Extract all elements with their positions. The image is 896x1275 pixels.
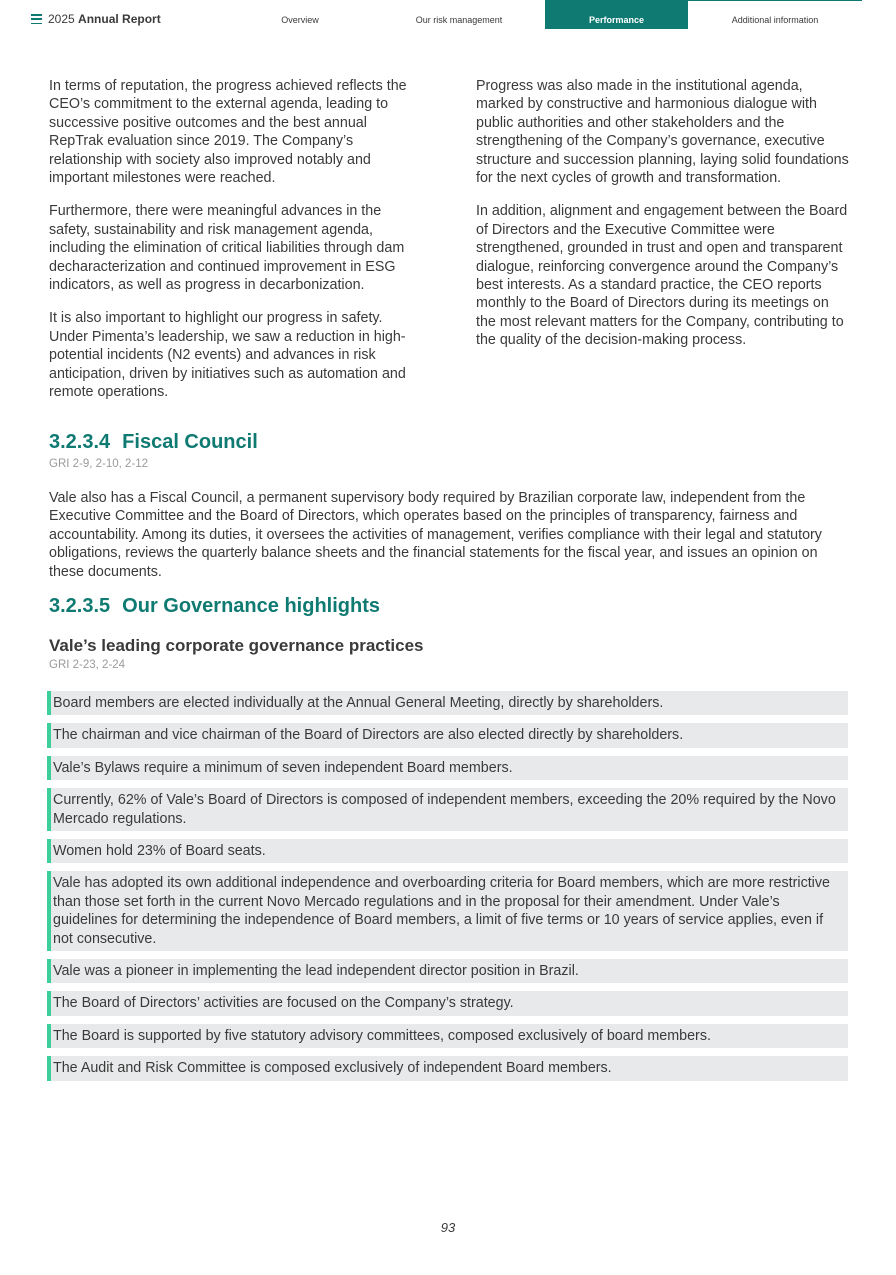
- tab-performance[interactable]: Performance: [545, 0, 688, 29]
- brand[interactable]: [31, 11, 161, 27]
- practice-item: Board members are elected individually at the Annual General Meeting, directly by shareholders.: [47, 691, 848, 715]
- governance-gri: GRI 2-23, 2-24: [49, 659, 126, 671]
- practice-item: Vale was a pioneer in implementing the lead independent director position in Brazil.: [47, 959, 848, 983]
- intro-right-column: [476, 77, 852, 365]
- tab-additional-information[interactable]: Additional information: [688, 0, 862, 29]
- paragraph: In terms of reputation, the progress achieved reflects the CEO’s commitment to the external agenda, leading to successive positive outcomes and the best annual RepTrak evaluation since 2019. The Company’s relationship with society also improved notably and important milestones were reached.: [49, 78, 407, 187]
- practice-item: The Audit and Risk Committee is composed exclusively of independent Board members.: [47, 1056, 848, 1080]
- governance-subtitle: Vale’s leading corporate governance practices: [49, 636, 424, 655]
- practice-item: Vale has adopted its own additional independence and overboarding criteria for Board members, which are more restrictive than those set forth in the current Novo Mercado regulations and in the proposal for their amendment. Under Vale’s guidelines for determining the independence of Board members, a limit of five terms or 10 years of service applies, even if not consecutive.: [47, 871, 848, 951]
- paragraph: It is also important to highlight our progress in safety. Under Pimenta’s leadership, we saw a reduction in high-potential incidents (N2 events) and advances in risk anticipation, driven by initiatives such as automation and remote operations.: [49, 310, 406, 401]
- governance-practices-list: [47, 691, 848, 1089]
- page-number: 93: [440, 1220, 456, 1235]
- fiscal-council-text: Vale also has a Fiscal Council, a permanent supervisory body required by Brazilian corporate law, independent from the Executive Committee and the Board of Directors, which operates based on the principles of transparency, fairness and accountability. Among its duties, it oversees the activities of management, verifies compliance with their legal and statutory obligations, reviews the quarterly balance sheets and the financial statements for the fiscal year, and issues an opinion on these documents.: [49, 490, 822, 580]
- practice-item: Women hold 23% of Board seats.: [47, 839, 848, 863]
- governance-heading: 3.2.3.5 Our Governance highlights: [49, 595, 380, 617]
- practice-item: Vale’s Bylaws require a minimum of seven independent Board members.: [47, 756, 848, 780]
- practice-item: The Board is supported by five statutory advisory committees, composed exclusively of board members.: [47, 1024, 848, 1048]
- practice-item: The chairman and vice chairman of the Board of Directors are also elected directly by shareholders.: [47, 723, 848, 747]
- fiscal-council-heading: 3.2.3.4 Fiscal Council: [49, 431, 258, 453]
- report-title: 2025 Annual Report: [48, 12, 161, 26]
- practice-item: The Board of Directors’ activities are focused on the Company’s strategy.: [47, 991, 848, 1015]
- fiscal-council-gri: GRI 2-9, 2-10, 2-12: [49, 458, 149, 470]
- paragraph: In addition, alignment and engagement between the Board of Directors and the Executive Committee were strengthened, grounded in trust and open and transparent dialogue, reinforcing convergence around the Company’s best interests. As a standard practice, the CEO reports monthly to the Board of Directors during its meetings on the most relevant matters for the Company, contributing to the quality of the decision-making process.: [476, 203, 848, 349]
- tab-risk-management[interactable]: Our risk management: [415, 15, 503, 25]
- paragraph: Progress was also made in the institutional agenda, marked by constructive and harmonious dialogue with public authorities and other stakeholders and the strengthening of the Company’s governance, executive structure and succession planning, laying solid foundations for the next cycles of growth and transformation.: [476, 78, 849, 187]
- paragraph: Furthermore, there were meaningful advances in the safety, sustainability and risk management agenda, including the elimination of critical liabilities through dam decharacterization and continued improvement in ESG indicators, as well as progress in decarbonization.: [49, 203, 405, 294]
- intro-left-column: [49, 77, 424, 417]
- top-navigation: [0, 0, 896, 38]
- menu-icon[interactable]: [31, 14, 42, 24]
- practice-item: Currently, 62% of Vale’s Board of Directors is composed of independent members, exceeding the 20% required by the Novo Mercado regulations.: [47, 788, 848, 831]
- tab-overview[interactable]: Overview: [281, 15, 319, 25]
